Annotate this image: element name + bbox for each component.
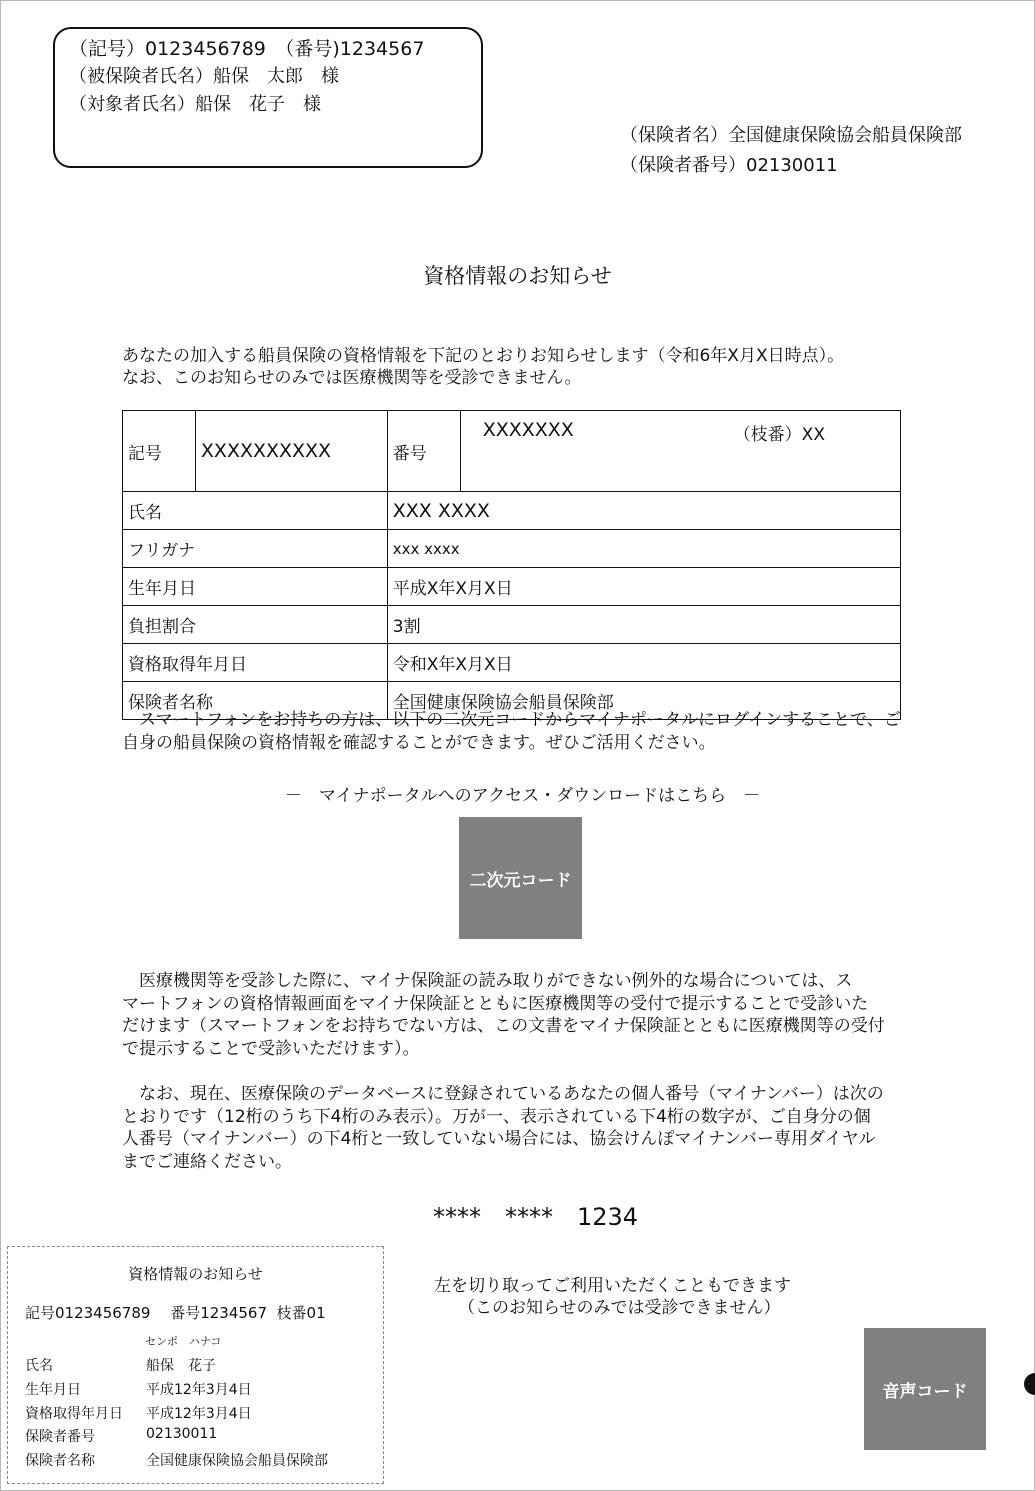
row-label: 資格取得年月日 (123, 644, 388, 682)
address-target-name: （対象者氏名）船保 花子 様 (69, 94, 321, 115)
row-value: XXX XXXX (387, 492, 900, 530)
card-row-label: 保険者名称 (25, 1453, 95, 1469)
voice-code[interactable] (864, 1328, 986, 1450)
row-label: フリガナ (123, 530, 388, 568)
insurer-number: （保険者番号）02130011 (620, 155, 838, 176)
row-value: 平成X年X月X日 (387, 568, 900, 606)
kigou-value: XXXXXXXXXX (195, 411, 387, 492)
paragraph-line: なお、現在、医療保険のデータベースに登録されているあなたの個人番号（マイナンバー）は次の (122, 1084, 884, 1104)
voice-code-label: 音声コード (882, 1381, 968, 1402)
table-row (123, 644, 901, 682)
qr-code-label: 二次元コード (469, 870, 572, 891)
paragraph-line: 人番号（マイナンバー）の下4桁と一致していない場合には、協会けんぽマイナンバー専用ダイヤル (122, 1129, 876, 1149)
row-label: 負担割合 (123, 606, 388, 644)
bangou-cell (460, 411, 900, 492)
card-row (25, 1355, 216, 1375)
row-value: 全国健康保険協会船員保険部 (387, 682, 900, 720)
my-number-masked: **** **** 1234 (433, 1203, 639, 1231)
cut-note-line: 左を切り取ってご利用いただくこともできます (434, 1276, 791, 1296)
address-insured-name: （被保険者氏名）船保 太郎 様 (69, 66, 339, 87)
table-row (123, 530, 901, 568)
paragraph-line: 医療機関等を受診した際に、マイナ保険証の読み取りができない例外的な場合については、ス (122, 971, 853, 991)
kigou-label: 記号 (123, 411, 196, 492)
cut-note-line: （このお知らせのみでは受診できません） (458, 1298, 781, 1318)
card-row-value: 平成12年3月4日 (146, 1406, 252, 1422)
card-row (25, 1379, 252, 1399)
medical-paragraph (122, 970, 922, 1060)
edaban-value: （枝番）XX (733, 425, 825, 445)
paragraph-line: までご連絡ください。 (122, 1151, 292, 1172)
table-row (123, 606, 901, 644)
card-row-value: 船保 花子 (146, 1358, 216, 1374)
card-row-label: 氏名 (25, 1358, 53, 1374)
row-value: 令和X年X月X日 (387, 644, 900, 682)
card-row-value: 平成12年3月4日 (146, 1382, 252, 1398)
access-heading: － マイナポータルへのアクセス・ダウンロードはこちら － (284, 786, 761, 806)
card-row-value: 全国健康保険協会船員保険部 (146, 1453, 328, 1469)
row-value: 3割 (387, 606, 900, 644)
row-label: 氏名 (123, 492, 388, 530)
card-row (25, 1450, 328, 1470)
card-kana: センポ ハナコ (145, 1335, 222, 1348)
paragraph-line: スマートフォンをお持ちの方は、以下の二次元コードからマイナポータルにログインすることで、ご (122, 710, 901, 730)
paragraph-line: とおりです（12桁のうち下4桁のみ表示）。万が一、表示されている下4桁の数字が、ご自身分の個 (122, 1106, 871, 1127)
qualification-table (122, 410, 901, 720)
card-row (25, 1403, 252, 1423)
row-label: 生年月日 (123, 568, 388, 606)
row-value: xxx xxxx (387, 530, 900, 568)
row-label: 保険者名称 (123, 682, 388, 720)
card-row-label: 生年月日 (25, 1382, 81, 1398)
paragraph-line: マートフォンの資格情報画面をマイナ保険証とともに医療機関等の受付で提示することで受診いた (122, 993, 869, 1014)
qr-code[interactable] (459, 817, 582, 939)
table-row (123, 492, 901, 530)
card-row-label: 保険者番号 (25, 1429, 95, 1445)
cutout-card (7, 1246, 384, 1484)
card-row (25, 1426, 218, 1446)
smartphone-paragraph (122, 709, 922, 754)
intro-line: なお、このお知らせのみでは医療機関等を受診できません。 (122, 368, 582, 388)
card-number-line: 記号0123456789 番号1234567 枝番01 (25, 1304, 326, 1322)
paragraph-line: 自身の船員保険の資格情報を確認することができます。ぜひご活用ください。 (122, 732, 716, 753)
address-symbol-number: （記号）0123456789 （番号)1234567 (69, 38, 425, 60)
intro-text (122, 345, 844, 389)
table-row (123, 411, 901, 492)
card-row-label: 資格取得年月日 (25, 1406, 123, 1422)
bangou-value: XXXXXXX (482, 419, 574, 441)
page-title: 資格情報のお知らせ (423, 264, 612, 288)
insurer-info (620, 121, 962, 181)
mynumber-paragraph (122, 1083, 922, 1173)
insurer-name: （保険者名）全国健康保険協会船員保険部 (620, 125, 962, 146)
bangou-label: 番号 (387, 411, 460, 492)
card-title: 資格情報のお知らせ (128, 1265, 263, 1283)
address-box (53, 27, 483, 168)
intro-line: あなたの加入する船員保険の資格情報を下記のとおりお知らせします（令和6年X月X日時点）。 (122, 346, 845, 366)
card-row-value: 02130011 (146, 1426, 218, 1442)
paragraph-line: だけます（スマートフォンをお持ちでない方は、この文書をマイナ保険証とともに医療機関等の受付 (122, 1016, 885, 1036)
table-row (123, 568, 901, 606)
cut-note (434, 1275, 791, 1319)
paragraph-line: で提示することで受診いただけます）。 (122, 1038, 420, 1059)
